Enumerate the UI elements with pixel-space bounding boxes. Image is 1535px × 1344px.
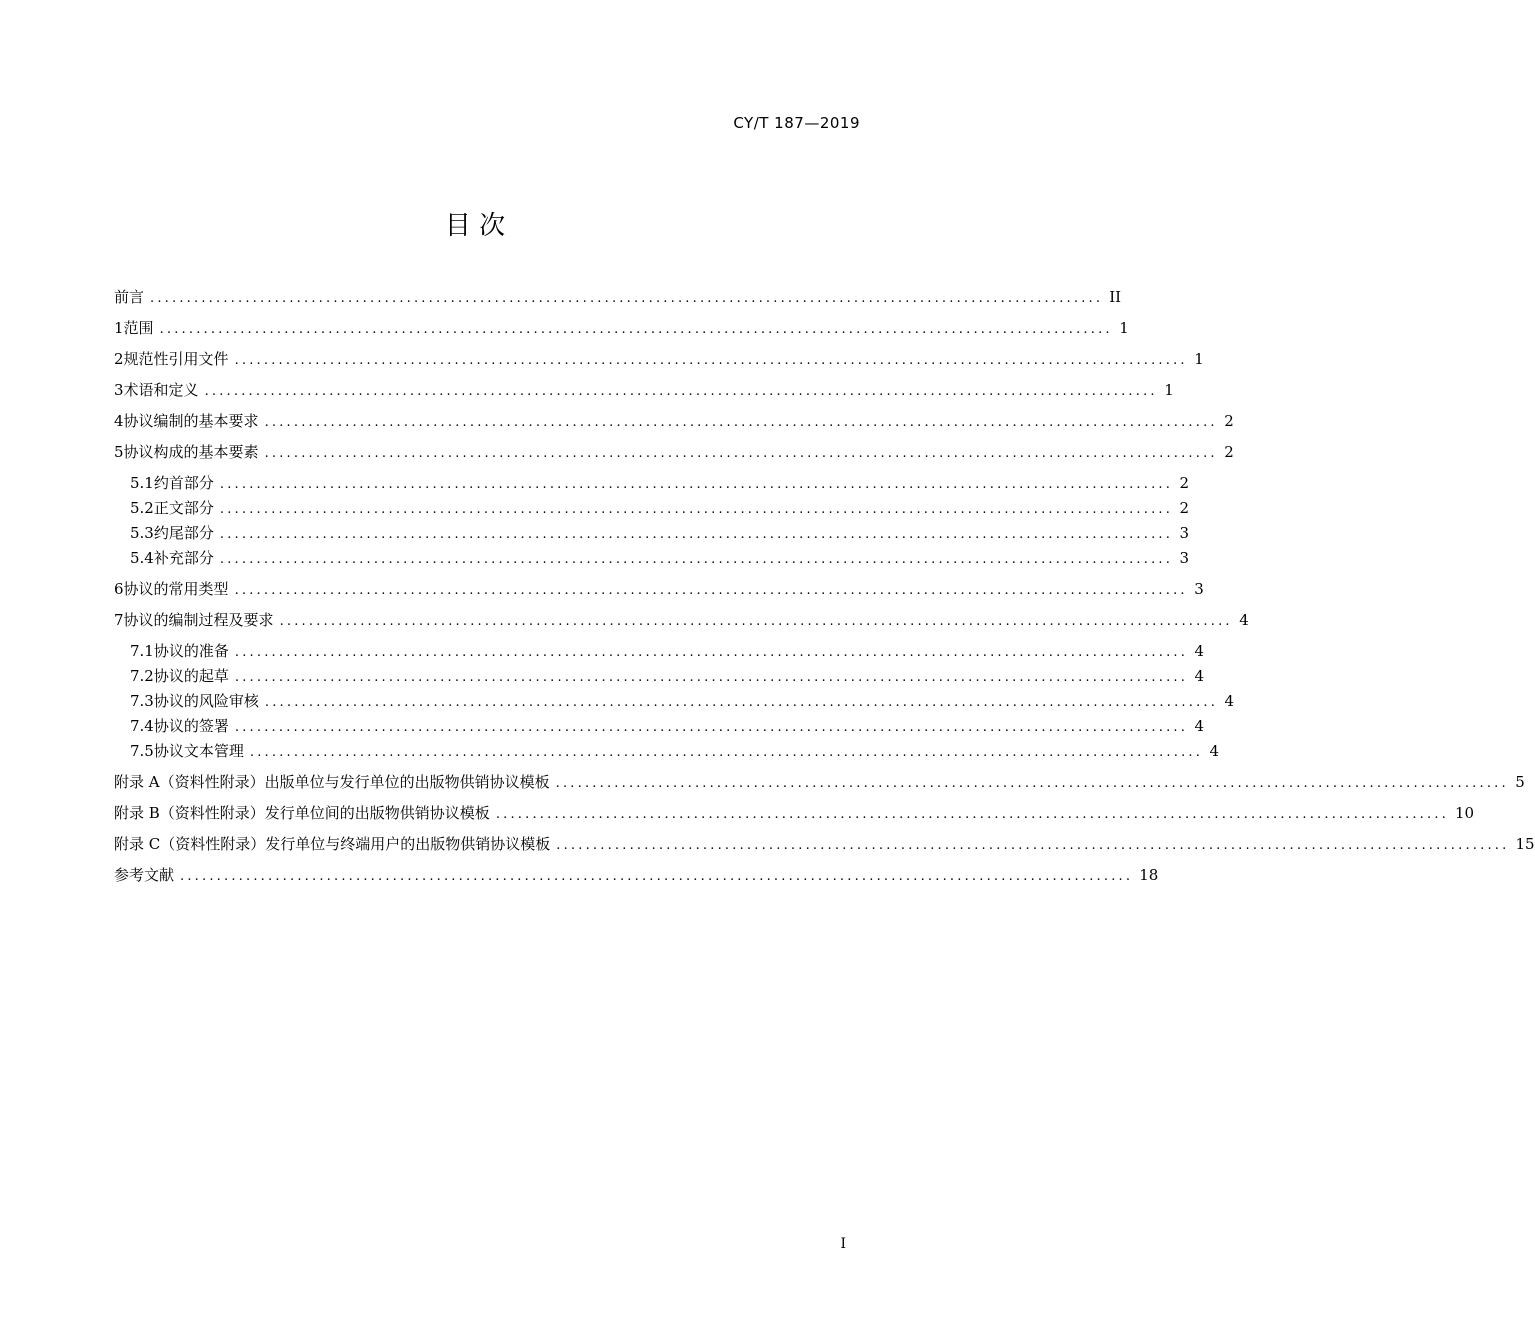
- toc-leader-dots: ..................................................................................................................................: [150, 291, 1104, 306]
- toc-entry-number: 附录 C（资料性附录）: [114, 835, 266, 853]
- toc-entry-page: 15: [1515, 835, 1535, 853]
- toc-entry-page: 4: [1209, 742, 1220, 760]
- toc-entry-page: 1: [1119, 319, 1129, 337]
- toc-entry-label: 协议的起草: [153, 667, 229, 685]
- toc-entry[interactable]: [114, 317, 1129, 339]
- toc-leader-dots: ..................................................................................................................................: [234, 583, 1188, 598]
- toc-entry-label: 术语和定义: [123, 381, 199, 399]
- toc-entry-label: 协议的常用类型: [123, 580, 229, 598]
- toc-subentry[interactable]: [130, 472, 1190, 494]
- toc-leader-dots: ..................................................................................................................................: [180, 869, 1134, 884]
- toc-leader-dots: ..................................................................................................................................: [279, 614, 1233, 629]
- toc-entry-page: 2: [1224, 412, 1234, 430]
- toc-entry-page: 2: [1179, 499, 1190, 517]
- toc-leader-dots: ..................................................................................................................................: [234, 645, 1189, 660]
- toc-subentry[interactable]: [130, 522, 1190, 544]
- toc-leader-dots: ..................................................................................................................................: [555, 776, 1509, 791]
- toc-entry-page: 4: [1194, 642, 1205, 660]
- toc-leader-dots: ..................................................................................................................................: [264, 695, 1219, 710]
- toc-entry-page: 2: [1179, 474, 1190, 492]
- toc-entry-page: 4: [1194, 667, 1205, 685]
- toc-entry-label: 协议构成的基本要素: [123, 443, 259, 461]
- toc-entry-page: 1: [1194, 350, 1204, 368]
- toc-entry-number: 附录 A（资料性附录）: [114, 773, 265, 791]
- toc-entry-page: 3: [1179, 524, 1190, 542]
- toc-entry-label: 规范性引用文件: [123, 350, 229, 368]
- toc-leader-dots: ..................................................................................................................................: [219, 502, 1174, 517]
- toc-entry-page: 4: [1239, 611, 1249, 629]
- toc-entry-label: 发行单位间的出版物供销协议模板: [264, 804, 490, 822]
- toc-leader-dots: ..................................................................................................................................: [249, 745, 1204, 760]
- toc-subentry[interactable]: [130, 547, 1190, 569]
- toc-entry-number: 5.3: [130, 524, 154, 542]
- toc-entry[interactable]: [114, 348, 1204, 370]
- toc-subentry[interactable]: [130, 740, 1220, 762]
- toc-entry-number: 3: [114, 381, 124, 399]
- toc-entry-page: 1: [1164, 381, 1174, 399]
- toc-entry-label: 协议的风险审核: [153, 692, 259, 710]
- standard-code: CY/T 187—2019: [733, 114, 860, 132]
- toc-entry-number: 5.4: [130, 549, 154, 567]
- toc-entry-page: 3: [1194, 580, 1204, 598]
- toc-subentry[interactable]: [130, 690, 1235, 712]
- toc-entry-label: 出版单位与发行单位的出版物供销协议模板: [264, 773, 550, 791]
- toc-leader-dots: ..................................................................................................................................: [264, 415, 1218, 430]
- toc-leader-dots: ..................................................................................................................................: [556, 838, 1510, 853]
- toc-entry-label: 正文部分: [153, 499, 214, 517]
- toc-entry-number: 7.5: [130, 742, 154, 760]
- toc-leader-dots: ..................................................................................................................................: [219, 477, 1174, 492]
- toc-subentry[interactable]: [130, 715, 1205, 737]
- toc-entry-label: 协议的准备: [153, 642, 229, 660]
- toc-entry-label: 约首部分: [153, 474, 214, 492]
- toc-entry-label: 前言: [114, 288, 145, 306]
- toc-entry-label: 协议文本管理: [153, 742, 244, 760]
- toc-entry-label: 约尾部分: [153, 524, 214, 542]
- toc-leader-dots: ..................................................................................................................................: [495, 807, 1450, 822]
- toc-entry-page: 4: [1194, 717, 1205, 735]
- toc-entry-number: 6: [114, 580, 124, 598]
- toc-entry-label: 补充部分: [153, 549, 214, 567]
- toc-entry[interactable]: [114, 410, 1234, 432]
- toc-leader-dots: ..................................................................................................................................: [234, 353, 1188, 368]
- toc-entry-page: 5: [1515, 773, 1525, 791]
- toc-entry-annex[interactable]: [114, 833, 1535, 855]
- toc-entry-annex[interactable]: [114, 771, 1525, 793]
- toc-entry-number: 4: [114, 412, 124, 430]
- toc-leader-dots: ..................................................................................................................................: [264, 446, 1218, 461]
- toc-entry-page: 2: [1224, 443, 1234, 461]
- toc-entry[interactable]: [114, 286, 1122, 308]
- toc-entry-page: 10: [1455, 804, 1475, 822]
- toc-entry[interactable]: [114, 609, 1249, 631]
- toc-entry-label: 参考文献: [114, 866, 175, 884]
- toc-subentry[interactable]: [130, 640, 1205, 662]
- footer-page-number: I: [840, 1236, 846, 1252]
- toc-entry-page: 4: [1224, 692, 1235, 710]
- toc-entry-number: 附录 B（资料性附录）: [114, 804, 265, 822]
- toc-entry[interactable]: [114, 578, 1204, 600]
- toc-entry-number: 5.2: [130, 499, 154, 517]
- toc-entry-page: 18: [1139, 866, 1159, 884]
- toc-entry-label: 协议的编制过程及要求: [123, 611, 274, 629]
- toc-entry[interactable]: [114, 864, 1159, 886]
- toc-leader-dots: ..................................................................................................................................: [204, 384, 1158, 399]
- toc-entry-number: 7.3: [130, 692, 154, 710]
- toc-entry-number: 5: [114, 443, 124, 461]
- toc-entry[interactable]: [114, 379, 1174, 401]
- toc-leader-dots: ..................................................................................................................................: [219, 527, 1174, 542]
- toc-entry-number: 5.1: [130, 474, 154, 492]
- toc-entry-label: 范围: [123, 319, 154, 337]
- toc-leader-dots: ..................................................................................................................................: [234, 670, 1189, 685]
- toc-subentry[interactable]: [130, 497, 1190, 519]
- toc-entry-label: 协议编制的基本要求: [123, 412, 259, 430]
- toc-leader-dots: ..................................................................................................................................: [159, 322, 1113, 337]
- toc-leader-dots: ..................................................................................................................................: [219, 552, 1174, 567]
- page-title: 目 次: [444, 211, 506, 241]
- toc-subentry[interactable]: [130, 665, 1205, 687]
- toc-entry[interactable]: [114, 441, 1234, 463]
- toc-entry-annex[interactable]: [114, 802, 1475, 824]
- toc-entry-number: 7.2: [130, 667, 154, 685]
- toc-entry-number: 2: [114, 350, 124, 368]
- toc-entry-number: 7.1: [130, 642, 154, 660]
- toc-entry-label: 发行单位与终端用户的出版物供销协议模板: [265, 835, 551, 853]
- toc-leader-dots: ..................................................................................................................................: [234, 720, 1189, 735]
- toc-entry-number: 7.4: [130, 717, 154, 735]
- toc-entry-number: 7: [114, 611, 124, 629]
- toc-entry-label: 协议的签署: [153, 717, 229, 735]
- toc-entry-page: 3: [1179, 549, 1190, 567]
- toc-entry-page: II: [1109, 288, 1122, 306]
- toc-entry-number: 1: [114, 319, 124, 337]
